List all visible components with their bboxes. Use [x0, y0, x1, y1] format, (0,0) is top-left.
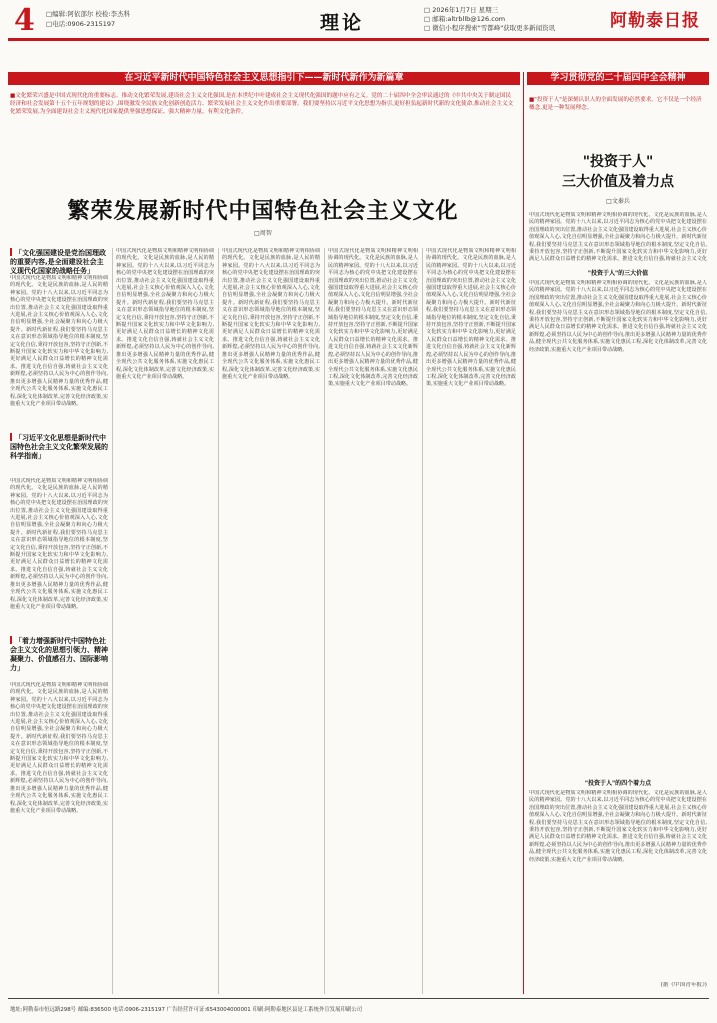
sidebar-body-3: 中国式现代化是物质文明和精神文明相协调的现代化。文化是民族的血脉,是人民的精神家园。党的十八大以来,以习近平同志为核心的党中央把文化建设摆在治国理政的突出位置,推动社会主义文化强国建设取得重大进展,社会主义核心价值观深入人心,文化自信明显增强,全社会凝聚力和向心力极大提升。新时代新征程,我们要坚持马克思主义在意识形态领域指导地位的根本制度,坚定文化自信,秉持开放包容,坚持守正创新,不断提升国家文化软实力和中华文化影响力,更好满足人民群众日益增长的精神文化需求。推进文化自信自强,铸就社会主义文化新辉煌,必须坚持以人民为中心的创作导向,推出更多增强人民精神力量的优秀作品,健全现代公共文化服务体系,实施文化惠民工程,深化文化体制改革,完善文化经济政策,实施重大文化产业项目带动战略。 [529, 790, 707, 863]
sidebar-source: (据《中国青年报》) [660, 982, 707, 988]
section-heading-1: 「文化强国建设是党治国理政的重要内容,是全面建设社会主义现代化国家的战略任务」 [10, 249, 106, 275]
left-lead: ■文化繁荣兴盛是中国式现代化的重要标志。推动文化繁荣发展,建设社会主义文化强国,是在本世纪中叶建成社会主义现代化强国的题中应有之义。党的二十届四中全会审议通过的《中共中央关于制定国民经济和社会发展第十五个五年规划的建议》,围绕激发全民族文化创新创造活力、繁荣发展社会主义文化作出重要部署。我们要坚持以习近平文化思想为指引,更好担负起新时代新的文化使命,推动社会主义文化繁荣发展,为全面建设社会主义现代化国家提供坚强思想保证、强大精神力量、有利文化条件。 [10, 93, 514, 115]
scan-line: □ 微信小程序搜索"雪都峰"获取更多新闻资讯 [424, 24, 556, 32]
section-heading-2: 「习近平文化思想是新时代中国特色社会主义文化繁荣发展的科学指南」 [10, 434, 108, 460]
right-lead: ■"投资于人"是深刻认识人的全面发展的必然要求。它不仅是一个经济概念,更是一种发展理念。 [529, 97, 702, 111]
sidebar-divider [523, 72, 524, 994]
email-line: □ 邮箱:altrbllb@126.com [424, 15, 506, 23]
newspaper-logo: 阿勒泰日报 [610, 11, 700, 31]
sidebar-title: "投资于人" [582, 154, 654, 170]
sidebar-byline: □文秦兵 [606, 198, 630, 205]
footer-rule [8, 998, 709, 999]
sidebar-body-1: 中国式现代化是物质文明和精神文明相协调的现代化。文化是民族的血脉,是人民的精神家园。党的十八大以来,以习近平同志为核心的党中央把文化建设摆在治国理政的突出位置,推动社会主义文化强国建设取得重大进展,社会主义核心价值观深入人心,文化自信明显增强,全社会凝聚力和向心力极大提升。新时代新征程,我们要坚持马克思主义在意识形态领域指导地位的根本制度,坚定文化自信,秉持开放包容,坚持守正创新,不断提升国家文化软实力和中华文化影响力,更好满足人民群众日益增长的精神文化需求。推进文化自信自强,铸就社会主义文化 [529, 212, 707, 262]
column-divider [218, 248, 219, 994]
body-col-2: 中国式现代化是物质文明和精神文明相协调的现代化。文化是民族的血脉,是人民的精神家园。党的十八大以来,以习近平同志为核心的党中央把文化建设摆在治国理政的突出位置,推动社会主义文化强国建设取得重大进展,社会主义核心价值观深入人心,文化自信明显增强,全社会凝聚力和向心力极大提升。新时代新征程,我们要坚持马克思主义在意识形态领域指导地位的根本制度,坚定文化自信,秉持开放包容,坚持守正创新,不断提升国家文化软实力和中华文化影响力,更好满足人民群众日益增长的精神文化需求。推进文化自信自强,铸就社会主义文化新辉煌,必须坚持以人民为中心的创作导向,推出更多增强人民精神力量的优秀作品,健全现代公共文化服务体系,实施文化惠民工程,深化文化体制改革,完善文化经济政策,实施重大文化产业项目带动战略。 [116, 248, 214, 380]
article-title: 繁荣发展新时代中国特色社会主义文化 [67, 198, 459, 224]
header-rule [8, 38, 709, 41]
body-col-3: 中国式现代化是物质文明和精神文明相协调的现代化。文化是民族的血脉,是人民的精神家园。党的十八大以来,以习近平同志为核心的党中央把文化建设摆在治国理政的突出位置,推动社会主义文化强国建设取得重大进展,社会主义核心价值观深入人心,文化自信明显增强,全社会凝聚力和向心力极大提升。新时代新征程,我们要坚持马克思主义在意识形态领域指导地位的根本制度,坚定文化自信,秉持开放包容,坚持守正创新,不断提升国家文化软实力和中华文化影响力,更好满足人民群众日益增长的精神文化需求。推进文化自信自强,铸就社会主义文化新辉煌,必须坚持以人民为中心的创作导向,推出更多增强人民精神力量的优秀作品,健全现代公共文化服务体系,实施文化惠民工程,深化文化体制改革,完善文化经济政策,实施重大文化产业项目带动战略。 [222, 248, 320, 380]
body-col-5: 中国式现代化是物质文明和精神文明相协调的现代化。文化是民族的血脉,是人民的精神家园。党的十八大以来,以习近平同志为核心的党中央把文化建设摆在治国理政的突出位置,推动社会主义文化强国建设取得重大进展,社会主义核心价值观深入人心,文化自信明显增强,全社会凝聚力和向心力极大提升。新时代新征程,我们要坚持马克思主义在意识形态领域指导地位的根本制度,坚定文化自信,秉持开放包容,坚持守正创新,不断提升国家文化软实力和中华文化影响力,更好满足人民群众日益增长的精神文化需求。推进文化自信自强,铸就社会主义文化新辉煌,必须坚持以人民为中心的创作导向,推出更多增强人民精神力量的优秀作品,健全现代公共文化服务体系,实施文化惠民工程,深化文化体制改革,完善文化经济政策,实施重大文化产业项目带动战略。 [426, 248, 516, 388]
page-number: 4 [14, 3, 35, 38]
sidebar-section-2: "投资于人"的四个着力点 [584, 780, 652, 787]
article-byline: □周智 [254, 230, 272, 237]
column-divider [422, 248, 423, 994]
sidebar-subtitle: 三大价值及着力点 [562, 174, 674, 190]
right-banner: 学习贯彻党的二十届四中全会精神 [527, 72, 709, 85]
sidebar-section-1: "投资于人"的三大价值 [587, 270, 649, 277]
phone-line: □电话:0906-2315197 [46, 20, 116, 28]
footer-info: 地址:阿勒泰市恒远路298号 邮编:836500 电话:0906-2315197 广告经营许可证:6543004000001 印刷:阿勒泰地区县是工系统外宣发展印刷公司 [10, 1007, 363, 1013]
body-col-1b: 中国式现代化是物质文明和精神文明相协调的现代化。文化是民族的血脉,是人民的精神家园。党的十八大以来,以习近平同志为核心的党中央把文化建设摆在治国理政的突出位置,推动社会主义文化强国建设取得重大进展,社会主义核心价值观深入人心,文化自信明显增强,全社会凝聚力和向心力极大提升。新时代新征程,我们要坚持马克思主义在意识形态领域指导地位的根本制度,坚定文化自信,秉持开放包容,坚持守正创新,不断提升国家文化软实力和中华文化影响力,更好满足人民群众日益增长的精神文化需求。推进文化自信自强,铸就社会主义文化新辉煌,必须坚持以人民为中心的创作导向,推出更多增强人民精神力量的优秀作品,健全现代公共文化服务体系,实施文化惠民工程,深化文化体制改革,完善文化经济政策,实施重大文化产业项目带动战略。 [10, 478, 108, 610]
body-col-4: 中国式现代化是物质文明和精神文明相协调的现代化。文化是民族的血脉,是人民的精神家园。党的十八大以来,以习近平同志为核心的党中央把文化建设摆在治国理政的突出位置,推动社会主义文化强国建设取得重大进展,社会主义核心价值观深入人心,文化自信明显增强,全社会凝聚力和向心力极大提升。新时代新征程,我们要坚持马克思主义在意识形态领域指导地位的根本制度,坚定文化自信,秉持开放包容,坚持守正创新,不断提升国家文化软实力和中华文化影响力,更好满足人民群众日益增长的精神文化需求。推进文化自信自强,铸就社会主义文化新辉煌,必须坚持以人民为中心的创作导向,推出更多增强人民精神力量的优秀作品,健全现代公共文化服务体系,实施文化惠民工程,深化文化体制改革,完善文化经济政策,实施重大文化产业项目带动战略。 [328, 248, 418, 388]
body-col-1a: 中国式现代化是物质文明和精神文明相协调的现代化。文化是民族的血脉,是人民的精神家园。党的十八大以来,以习近平同志为核心的党中央把文化建设摆在治国理政的突出位置,推动社会主义文化强国建设取得重大进展,社会主义核心价值观深入人心,文化自信明显增强,全社会凝聚力和向心力极大提升。新时代新征程,我们要坚持马克思主义在意识形态领域指导地位的根本制度,坚定文化自信,秉持开放包容,坚持守正创新,不断提升国家文化软实力和中华文化影响力,更好满足人民群众日益增长的精神文化需求。推进文化自信自强,铸就社会主义文化新辉煌,必须坚持以人民为中心的创作导向,推出更多增强人民精神力量的优秀作品,健全现代公共文化服务体系,实施文化惠民工程,深化文化体制改革,完善文化经济政策,实施重大文化产业项目带动战略。 [10, 275, 108, 407]
column-divider [112, 248, 113, 994]
sidebar-body-2: 中国式现代化是物质文明和精神文明相协调的现代化。文化是民族的血脉,是人民的精神家园。党的十八大以来,以习近平同志为核心的党中央把文化建设摆在治国理政的突出位置,推动社会主义文化强国建设取得重大进展,社会主义核心价值观深入人心,文化自信明显增强,全社会凝聚力和向心力极大提升。新时代新征程,我们要坚持马克思主义在意识形态领域指导地位的根本制度,坚定文化自信,秉持开放包容,坚持守正创新,不断提升国家文化软实力和中华文化影响力,更好满足人民群众日益增长的精神文化需求。推进文化自信自强,铸就社会主义文化新辉煌,必须坚持以人民为中心的创作导向,推出更多增强人民精神力量的优秀作品,健全现代公共文化服务体系,实施文化惠民工程,深化文化体制改革,完善文化经济政策,实施重大文化产业项目带动战略。 [529, 280, 707, 353]
left-banner: 在习近平新时代中国特色社会主义思想指引下——新时代新作为新篇章 [8, 72, 520, 85]
section-title: 理论 [320, 12, 365, 34]
column-divider [324, 248, 325, 994]
editor-line: □编辑:阿依部尔 校检:李杰科 [46, 10, 131, 18]
section-heading-3: 「着力增强新时代中国特色社会主义文化的思想引领力、精神凝聚力、价值感召力、国际影响力」 [10, 637, 108, 672]
body-col-1c: 中国式现代化是物质文明和精神文明相协调的现代化。文化是民族的血脉,是人民的精神家园。党的十八大以来,以习近平同志为核心的党中央把文化建设摆在治国理政的突出位置,推动社会主义文化强国建设取得重大进展,社会主义核心价值观深入人心,文化自信明显增强,全社会凝聚力和向心力极大提升。新时代新征程,我们要坚持马克思主义在意识形态领域指导地位的根本制度,坚定文化自信,秉持开放包容,坚持守正创新,不断提升国家文化软实力和中华文化影响力,更好满足人民群众日益增长的精神文化需求。推进文化自信自强,铸就社会主义文化新辉煌,必须坚持以人民为中心的创作导向,推出更多增强人民精神力量的优秀作品,健全现代公共文化服务体系,实施文化惠民工程,深化文化体制改革,完善文化经济政策,实施重大文化产业项目带动战略。 [10, 682, 108, 814]
date-line: □ 2026年1月7日 星期三 [424, 6, 499, 14]
